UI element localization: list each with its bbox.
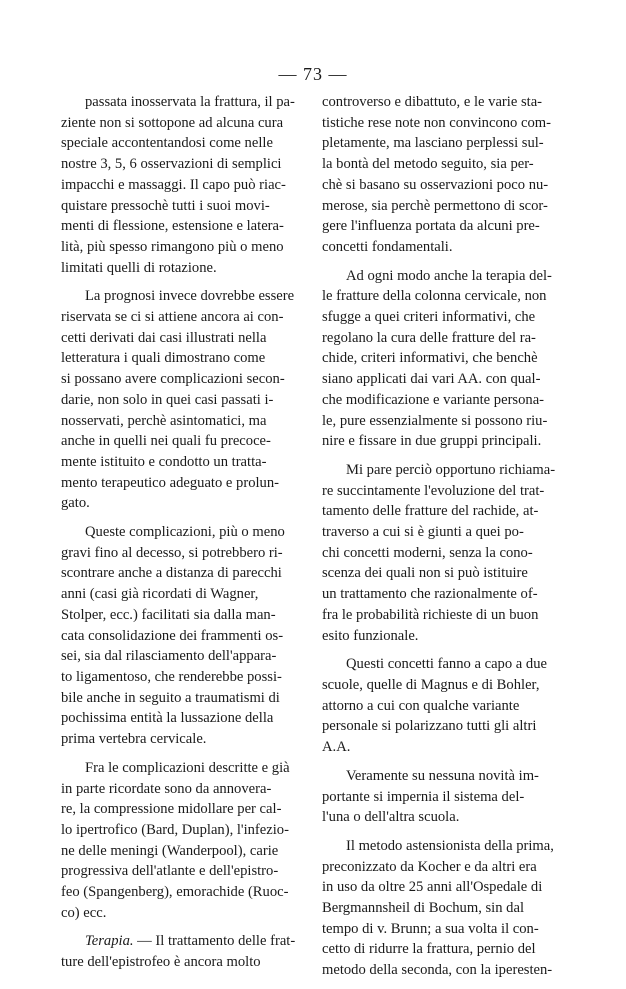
text-line: gato. [61,495,90,512]
text-line: scuole, quelle di Magnus e di Bohler, [322,676,540,693]
text-line: mento terapeutico adeguato e prolun- [61,474,280,491]
right-column [322,92,565,989]
text-line: fra le probabilità richieste di un buon [322,606,539,623]
text-line: l'una o dell'altra scuola. [322,809,460,826]
text-line: pletamente, ma lasciano perplessi sul- [322,135,544,152]
text-line: esito funzionale. [322,627,419,644]
text-line: Queste complicazioni, più o meno [85,524,285,541]
text-line: co) ecc. [61,904,107,921]
text-line: le, pure essenzialmente si possono riu- [322,412,548,429]
text-line: Questi concetti fanno a capo a due [346,656,547,673]
text-line: ne delle meningi (Wanderpool), carie [61,842,279,859]
paragraph [61,92,304,278]
text-line: speciale accontentandosi come nelle [61,135,273,152]
text-line: scontrare anche a distanza di parecchi [61,565,282,582]
text-line: Stolper, ecc.) facilitati sia dalla man- [61,606,276,623]
text-line: cata consolidazione dei frammenti os- [61,627,284,644]
text-line: cetti derivati dai casi illustrati nella [61,329,267,346]
paragraph [322,836,565,981]
paragraph [61,286,304,514]
paragraph [61,931,304,972]
text-line: Fra le complicazioni descritte e già [85,759,290,776]
text-line: menti di flessione, estensione e latera- [61,218,284,235]
text-line: siano applicati dai vari AA. con qual- [322,371,541,388]
text-line: nosservati, perchè asintomatici, ma [61,412,267,429]
text-line: bile anche in seguito a traumatismi di [61,689,280,706]
paragraph [322,92,565,258]
text-line: Bergmannsheil di Bochum, sin dal [322,900,524,917]
text-line: feo (Spangenberg), emorachide (Ruoc- [61,884,289,901]
text-line: pochissima entità la lussazione della [61,710,274,727]
text-line: regolano la cura delle fratture del ra- [322,329,536,346]
text-line: tistiche rese note non convincono com- [322,114,551,131]
text-line: che modificazione e variante persona- [322,391,545,408]
text-line: le fratture della colonna cervicale, non [322,288,547,305]
text-line: progressiva dell'atlante e dell'epistro- [61,863,279,880]
text-line: Il metodo astensionista della prima, [346,837,554,854]
text-line: chè si basano su osservazioni poco nu- [322,176,549,193]
text-line: merose, sia perchè permettono di scor- [322,197,548,214]
text-line: A.A. [322,739,351,756]
text-line: ziente non si sottopone ad alcuna cura [61,114,284,131]
text-line: La prognosi invece dovrebbe essere [85,288,295,305]
text-line: tamento delle fratture del rachide, at- [322,503,539,520]
text-line: Veramente su nessuna novità im- [346,767,539,784]
text-line: anni (casi già ricordati di Wagner, [61,586,259,603]
text-line: traverso a cui si è giunti a quei po- [322,524,524,541]
text-line: attorno a cui con qualche variante [322,697,520,714]
text-line: sfugge a quei criteri informativi, che [322,309,536,326]
text-line: portante si impernia il sistema del- [322,788,525,805]
text-line: anche in quelli nei quali fu precoce- [61,433,271,450]
text-line: gravi fino al decesso, si potrebbero ri- [61,544,283,561]
text-line: quistare pressochè tutti i suoi movi- [61,197,270,214]
text-line: nire e fissare in due gruppi principali. [322,433,542,450]
section-heading: Terapia. [85,933,134,950]
text-line: la bontà del metodo seguito, sia per- [322,156,534,173]
paragraph [61,758,304,924]
text-line: si possano avere complicazioni secon- [61,371,285,388]
text-line: re succintamente l'evoluzione del trat- [322,482,545,499]
text-line: passata inosservata la frattura, il pa- [85,94,295,110]
text-line: cetto di ridurre la frattura, pernio del [322,941,536,958]
text-line: controverso e dibattuto, e le varie sta- [322,94,543,110]
text-line: prima vertebra cervicale. [61,731,207,748]
text-line: chide, criteri informativi, che benchè [322,350,538,367]
paragraph [322,654,565,758]
text-line: riservata se ci si attiene ancora ai con- [61,309,284,326]
text-line: concetti fondamentali. [322,238,453,255]
text-line: Mi pare perciò opportuno richiama- [346,461,556,478]
text-line: tempo di v. Brunn; a sua volta il con- [322,920,539,937]
text-line: re, la compressione midollare per cal- [61,801,282,818]
text-line: un trattamento che razionalmente of- [322,586,538,603]
text-line: nostre 3, 5, 6 osservazioni di semplici [61,156,282,173]
text-line: sei, sia dal rilasciamento dell'appara- [61,648,277,665]
text-line: lo ipertrofico (Bard, Duplan), l'infezio- [61,821,289,838]
paragraph [322,766,565,828]
text-line: scenza dei quali non si può istituire [322,565,528,582]
text-line: ture dell'epistrofeo è ancora molto [61,954,261,971]
text-line-rest: — Il trattamento delle frat- [133,933,296,950]
text-line: preconizzato da Kocher e da altri era [322,858,537,875]
text-line: darie, non solo in quei casi passati i- [61,391,274,408]
text-line: metodo della seconda, con la iperesten- [322,962,553,979]
text-line: in parte ricordate sono da annovera- [61,780,272,797]
text-line: Ad ogni modo anche la terapia del- [346,267,552,284]
text-line: limitati quelli di rotazione. [61,259,217,276]
paragraph [322,460,565,646]
text-line: gere l'influenza portata da alcuni pre- [322,218,540,235]
text-line: letteratura i quali dimostrano come [61,350,266,367]
left-column [61,92,304,981]
text-line [61,931,304,952]
paragraph [61,522,304,750]
text-line: personale si polarizzano tutti gli altri [322,718,537,735]
text-line: mente istituito e condotto un tratta- [61,453,267,470]
paragraph [322,266,565,452]
text-line: chi concetti moderni, senza la cono- [322,544,533,561]
text-line: in uso da oltre 25 anni all'Ospedale di [322,879,543,896]
page-number: — 73 — [278,64,348,84]
text-line: lità, più spesso rimangono più o meno [61,238,284,255]
text-line: impacchi e massaggi. Il capo può riac- [61,176,286,193]
text-line: to ligamentoso, che renderebbe possi- [61,668,282,685]
